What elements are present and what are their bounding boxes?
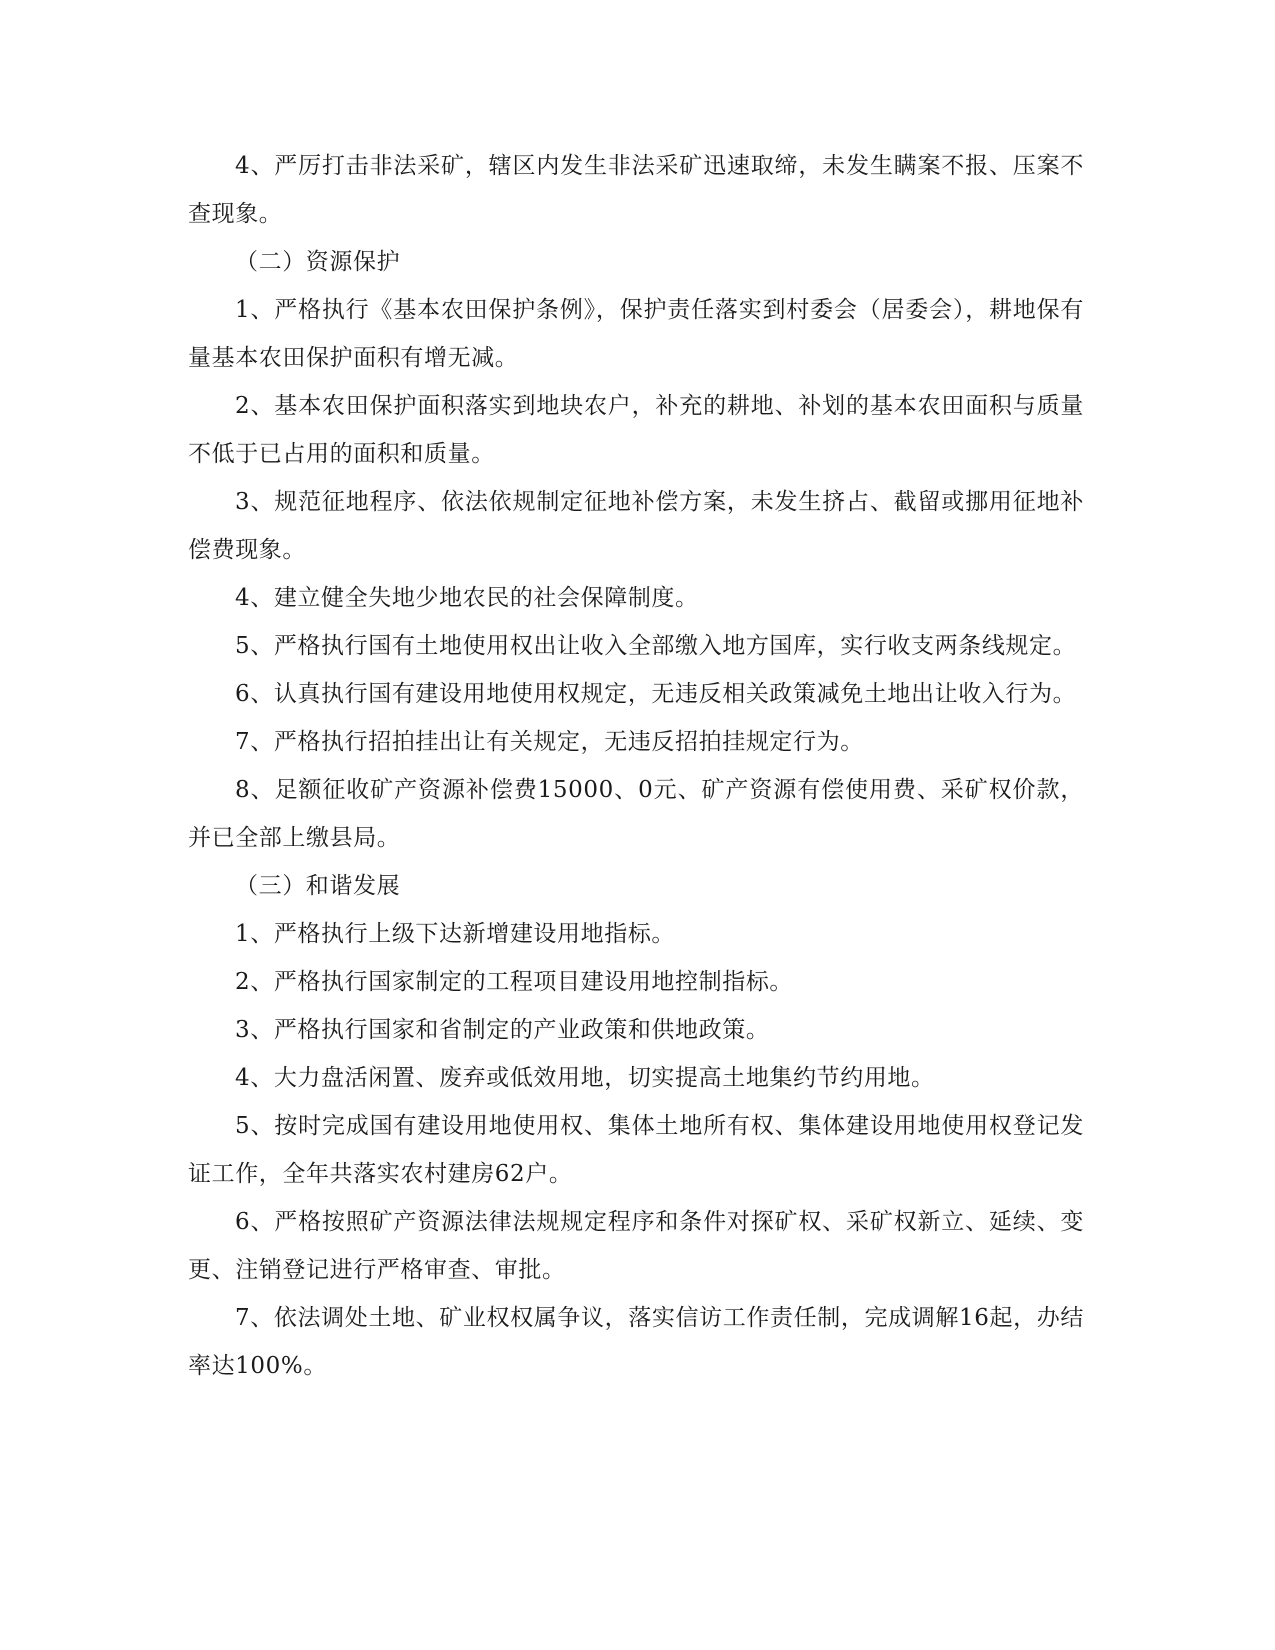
- paragraph-item: 3、严格执行国家和省制定的产业政策和供地政策。: [235, 1017, 770, 1043]
- paragraph-item: 3、规范征地程序、依法依规制定征地补偿方案，未发生挤占、截留或挪用征地补偿费现象。: [188, 489, 1084, 563]
- paragraph-item: 4、建立健全失地少地农民的社会保障制度。: [235, 585, 699, 611]
- section-heading: （三）和谐发展: [235, 873, 401, 899]
- document-body: [188, 142, 1084, 1390]
- paragraph-item: 2、严格执行国家制定的工程项目建设用地控制指标。: [235, 969, 794, 995]
- paragraph-item: 7、严格执行招拍挂出让有关规定，无违反招拍挂规定行为。: [235, 729, 864, 755]
- paragraph-item: 6、严格按照矿产资源法律法规规定程序和条件对探矿权、采矿权新立、延续、变更、注销登记进行严格审查、审批。: [188, 1209, 1084, 1283]
- paragraph-item: 7、依法调处土地、矿业权权属争议，落实信访工作责任制，完成调解16起，办结率达100%。: [188, 1305, 1084, 1379]
- paragraph-item: 5、严格执行国有土地使用权出让收入全部缴入地方国库，实行收支两条线规定。: [235, 633, 1077, 659]
- paragraph-item: 8、足额征收矿产资源补偿费15000、0元、矿产资源有偿使用费、采矿权价款，并已全部上缴县局。: [188, 777, 1084, 851]
- paragraph-item: 1、严格执行《基本农田保护条例》，保护责任落实到村委会（居委会），耕地保有量基本农田保护面积有增无减。: [188, 297, 1084, 371]
- paragraph-item: 1、严格执行上级下达新增建设用地指标。: [235, 921, 676, 947]
- paragraph-item: 4、大力盘活闲置、废弃或低效用地，切实提高土地集约节约用地。: [235, 1065, 935, 1091]
- paragraph-item: 4、严厉打击非法采矿，辖区内发生非法采矿迅速取缔，未发生瞒案不报、压案不查现象。: [188, 153, 1084, 227]
- paragraph-item: 2、基本农田保护面积落实到地块农户，补充的耕地、补划的基本农田面积与质量不低于已占用的面积和质量。: [188, 393, 1084, 467]
- paragraph-item: 5、按时完成国有建设用地使用权、集体土地所有权、集体建设用地使用权登记发证工作，全年共落实农村建房62户。: [188, 1113, 1084, 1187]
- paragraph-item: 6、认真执行国有建设用地使用权规定，无违反相关政策减免土地出让收入行为。: [235, 681, 1077, 707]
- section-heading: （二）资源保护: [235, 249, 401, 275]
